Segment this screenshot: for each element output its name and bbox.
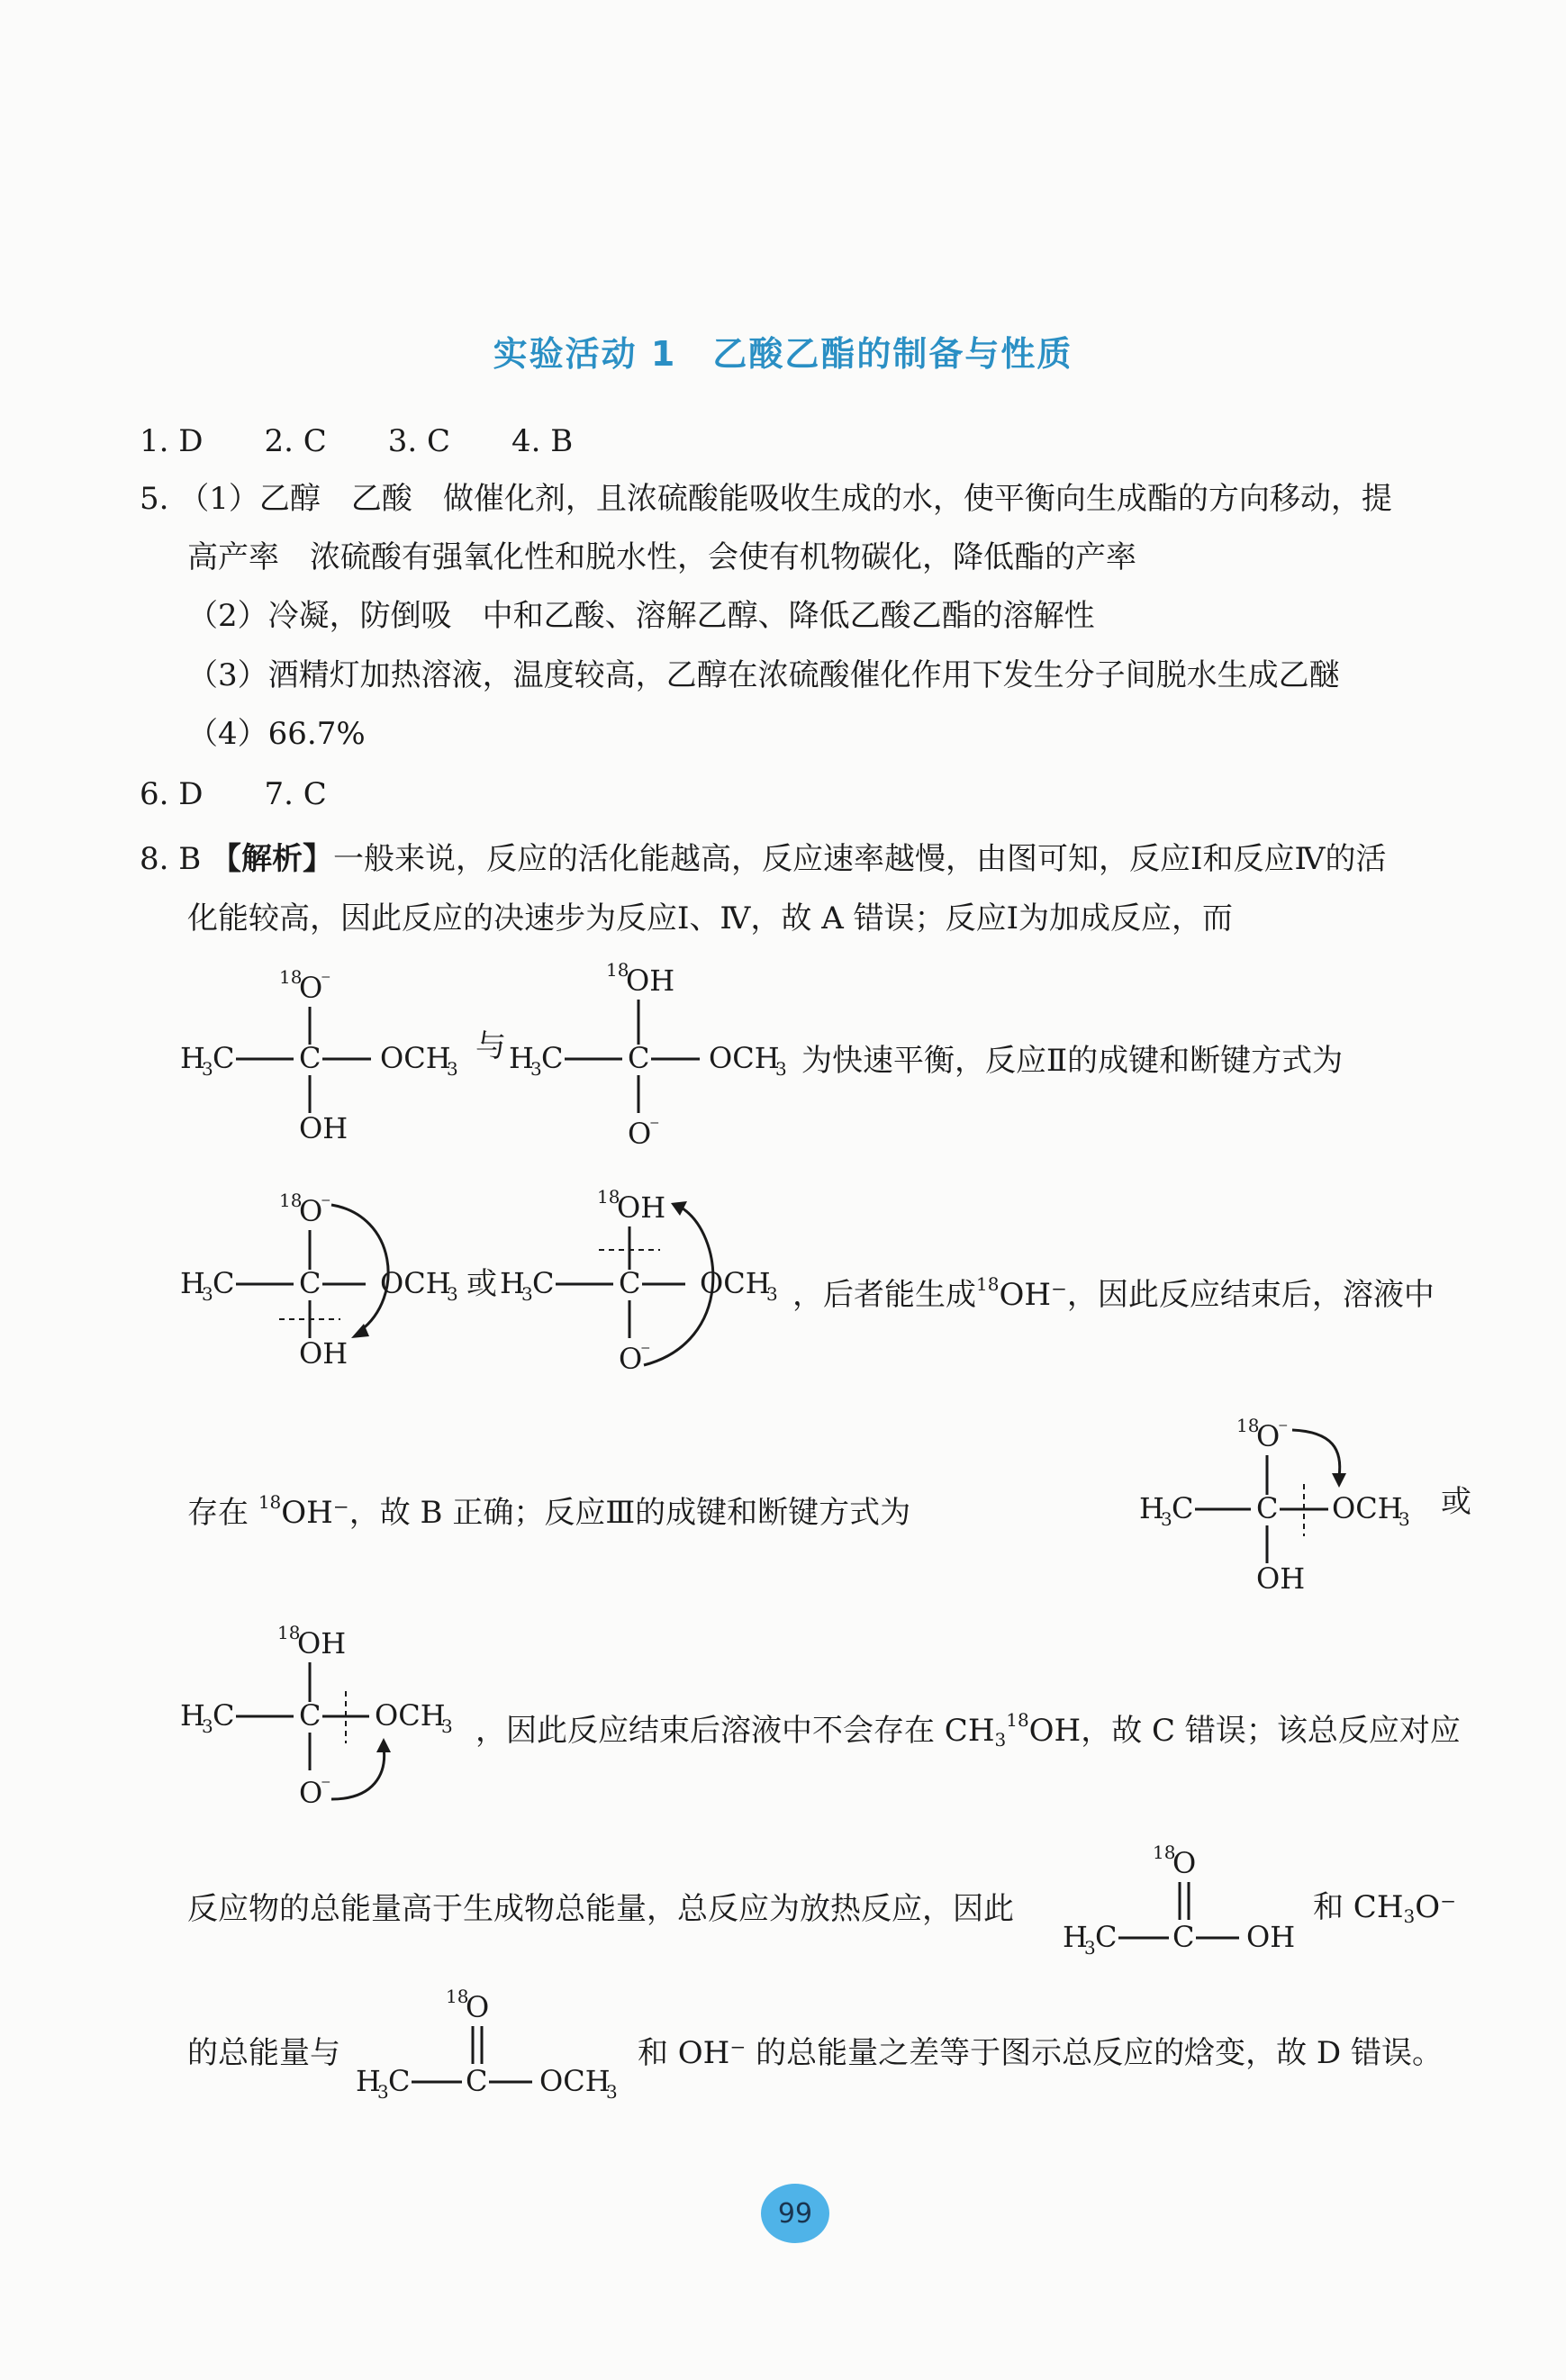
- svg-text:OCH: OCH: [709, 1041, 780, 1075]
- answer-q8-line3: 为快速平衡，反应Ⅱ的成键和断键方式为: [801, 1043, 1344, 1079]
- svg-text:3: 3: [1084, 1937, 1096, 1959]
- svg-text:OCH: OCH: [380, 1041, 451, 1075]
- answer-q8-line6: ，因此反应结束后溶液中不会存在 $CH_3^{18}OH$，故 C 错误；该总反应对应: [475, 1709, 1461, 1751]
- svg-text:C: C: [619, 1266, 641, 1300]
- svg-text:C: C: [388, 2064, 411, 2098]
- svg-text:3: 3: [441, 1715, 453, 1737]
- svg-text:C: C: [213, 1266, 235, 1300]
- svg-text:18: 18: [446, 1986, 469, 2007]
- svg-text:O: O: [299, 971, 323, 1005]
- answer-q8-line5: 存在 $^{18}$OH⁻，故 B 正确；反应Ⅲ的成键和断键方式为: [187, 1491, 911, 1531]
- svg-text:O: O: [466, 1990, 490, 2024]
- answer-q5-1-cont: 高产率 浓硫酸有强氧化性和脱水性，会使有机物碳化，降低酯的产率: [187, 539, 1136, 575]
- svg-text:18: 18: [1153, 1842, 1176, 1863]
- svg-text:18: 18: [279, 966, 303, 988]
- svg-text:18: 18: [1236, 1415, 1260, 1436]
- svg-text:18: 18: [277, 1622, 301, 1643]
- reaction-iii-structure-b: [180, 1612, 468, 1832]
- svg-text:3: 3: [1161, 1508, 1172, 1530]
- svg-text:H: H: [180, 1266, 205, 1300]
- q8-or-2: 或: [1441, 1484, 1471, 1520]
- svg-text:3: 3: [766, 1283, 778, 1305]
- svg-text:C: C: [299, 1041, 321, 1075]
- svg-text:H: H: [1139, 1491, 1164, 1525]
- svg-text:3: 3: [202, 1715, 213, 1737]
- answer-q8-line7: 反应物的总能量高于生成物总能量，总反应为放热反应，因此: [187, 1891, 1014, 1927]
- answer-q8-line2: 化能较高，因此反应的决速步为反应Ⅰ、Ⅳ，故 A 错误；反应Ⅰ为加成反应，而: [187, 900, 1233, 937]
- svg-text:O: O: [299, 1776, 323, 1810]
- analysis-text: 一般来说，反应的活化能越高，反应速率越慢，由图可知，反应Ⅰ和反应Ⅳ的活: [333, 841, 1387, 877]
- svg-text:OCH: OCH: [380, 1266, 451, 1300]
- answer-q8-line8: 的总能量与: [187, 2035, 340, 2071]
- svg-text:C: C: [1172, 1491, 1194, 1525]
- svg-text:OH: OH: [297, 1626, 347, 1661]
- svg-text:3: 3: [202, 1058, 213, 1080]
- answer-q5-3: （3）酒精灯加热溶液，温度较高，乙醇在浓硫酸催化作用下发生分子间脱水生成乙醚: [187, 657, 1340, 693]
- methyl-acetate-18o-structure: [356, 1981, 644, 2111]
- svg-text:C: C: [299, 1266, 321, 1300]
- svg-text:⁻: ⁻: [321, 1193, 331, 1216]
- svg-text:H: H: [180, 1698, 205, 1733]
- svg-text:3: 3: [447, 1058, 458, 1080]
- svg-text:OCH: OCH: [700, 1266, 771, 1300]
- svg-text:OH: OH: [617, 1190, 666, 1225]
- svg-text:3: 3: [775, 1058, 787, 1080]
- answer-q8-line8-end: 和 OH⁻ 的总能量之差等于图示总反应的焓变，故 D 错误。: [638, 2035, 1443, 2071]
- svg-text:⁻: ⁻: [640, 1341, 651, 1363]
- intermediate-structure-b: [509, 955, 797, 1165]
- svg-text:C: C: [466, 2064, 488, 2098]
- svg-text:H: H: [509, 1041, 534, 1075]
- svg-text:O: O: [1172, 1846, 1197, 1880]
- svg-text:C: C: [213, 1698, 235, 1733]
- svg-text:C: C: [628, 1041, 650, 1075]
- svg-text:⁻: ⁻: [649, 1116, 660, 1138]
- svg-text:OH: OH: [1256, 1561, 1306, 1596]
- svg-text:H: H: [500, 1266, 525, 1300]
- page-number-badge: 99: [761, 2184, 829, 2243]
- section-title: 实验活动 1 乙酸乙酯的制备与性质: [493, 334, 1073, 374]
- svg-text:O: O: [619, 1342, 643, 1376]
- svg-text:OCH: OCH: [1332, 1491, 1403, 1525]
- q8-yu: 与: [475, 1028, 506, 1064]
- svg-text:C: C: [1095, 1920, 1118, 1954]
- q8-or-1: 或: [466, 1266, 497, 1302]
- svg-text:18: 18: [279, 1190, 303, 1211]
- bond-cleavage-structure-a: [180, 1180, 468, 1390]
- reaction-iii-structure-a: [1139, 1405, 1427, 1615]
- intermediate-structure-a: [180, 955, 468, 1165]
- svg-text:3: 3: [606, 2081, 618, 2103]
- acetic-acid-18o-structure: [1063, 1837, 1297, 1967]
- svg-text:C: C: [1256, 1491, 1279, 1525]
- svg-text:C: C: [299, 1698, 321, 1733]
- svg-text:H: H: [180, 1041, 205, 1075]
- svg-text:C: C: [541, 1041, 564, 1075]
- svg-text:18: 18: [597, 1186, 620, 1208]
- svg-text:OH: OH: [299, 1111, 349, 1145]
- svg-text:O: O: [628, 1117, 652, 1151]
- svg-text:3: 3: [1399, 1508, 1410, 1530]
- svg-text:O: O: [299, 1194, 323, 1228]
- svg-text:3: 3: [202, 1283, 213, 1305]
- svg-text:3: 3: [521, 1283, 533, 1305]
- svg-text:C: C: [1172, 1920, 1195, 1954]
- svg-text:C: C: [532, 1266, 555, 1300]
- svg-text:H: H: [356, 2064, 381, 2098]
- svg-text:3: 3: [447, 1283, 458, 1305]
- svg-text:OH: OH: [1246, 1920, 1296, 1954]
- bond-cleavage-structure-b: [500, 1180, 788, 1390]
- svg-text:C: C: [213, 1041, 235, 1075]
- answer-q5-1: 5. （1）乙醇 乙酸 做催化剂，且浓硫酸能吸收生成的水，使平衡向生成酯的方向移动，提: [140, 481, 1392, 517]
- svg-text:OCH: OCH: [539, 2064, 611, 2098]
- svg-text:OCH: OCH: [375, 1698, 446, 1733]
- answer-q8-line4: ，后者能生成$^{18}$OH⁻，因此反应结束后，溶液中: [792, 1273, 1435, 1313]
- svg-text:H: H: [1063, 1920, 1088, 1954]
- svg-text:3: 3: [530, 1058, 542, 1080]
- svg-text:⁻: ⁻: [321, 970, 331, 992]
- answer-q6-7: 6. D 7. C: [140, 776, 327, 812]
- svg-text:⁻: ⁻: [321, 1775, 331, 1797]
- svg-text:OH: OH: [299, 1336, 349, 1371]
- answer-q5-2: （2）冷凝，防倒吸 中和乙酸、溶解乙醇、降低乙酸乙酯的溶解性: [187, 598, 1095, 634]
- svg-text:18: 18: [606, 959, 629, 981]
- answer-q8-choice: 8. B: [140, 841, 212, 877]
- svg-text:OH: OH: [626, 964, 675, 998]
- answer-q8-line1: [140, 839, 1386, 879]
- analysis-tag: 【解析】: [211, 841, 334, 877]
- svg-text:O: O: [1256, 1419, 1281, 1453]
- svg-text:⁻: ⁻: [1278, 1418, 1289, 1441]
- answer-q5-4: （4）66.7%: [187, 716, 366, 752]
- answer-q1-4: 1. D 2. C 3. C 4. B: [140, 423, 574, 459]
- svg-text:3: 3: [377, 2081, 389, 2103]
- answer-q8-line7-end: 和 $CH_3O^-$: [1313, 1889, 1457, 1927]
